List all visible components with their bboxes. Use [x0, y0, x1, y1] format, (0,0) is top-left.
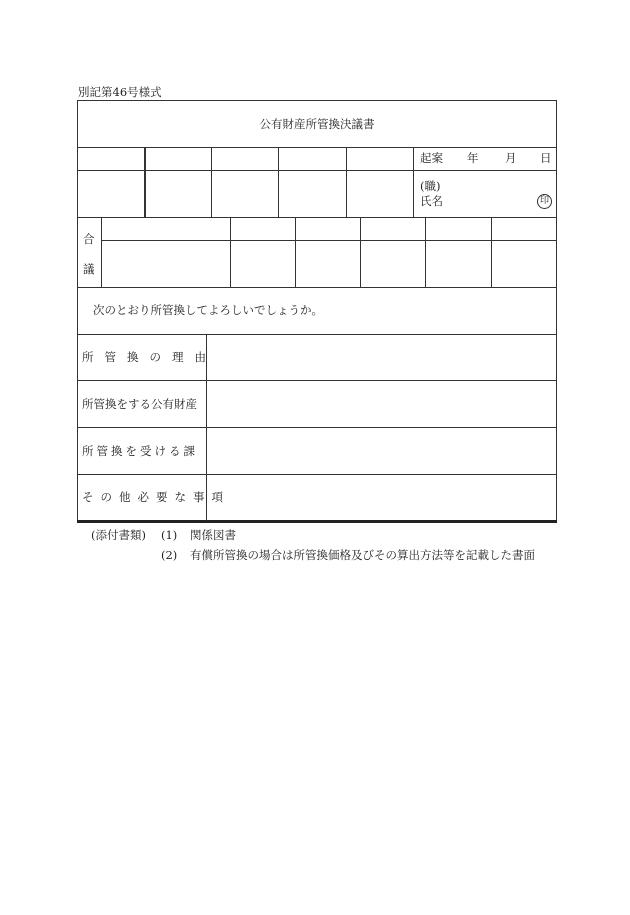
question-text: 次のとおり所管換してよろしいでしょうか。: [93, 303, 323, 317]
row-label-other: その他必要な事項: [82, 490, 230, 504]
consult-char-1: 合: [83, 232, 95, 246]
attachment-1-num: (1): [161, 528, 178, 542]
row-label-reason: 所管換の理由: [82, 350, 217, 364]
attachment-2-text: 有償所管換の場合は所管換価格及びその算出方法等を記載した書面: [190, 548, 535, 562]
form-number: 別記第46号様式: [78, 85, 162, 99]
month-label: 月: [505, 151, 517, 165]
consult-char-2: 議: [83, 262, 95, 276]
name-label: 氏名: [420, 194, 443, 208]
attachments-label: (添付書類): [91, 528, 146, 542]
row-label-receiving-dept: 所管換を受ける課: [82, 444, 198, 458]
form-title: 公有財産所管換決議書: [259, 117, 375, 131]
attachment-1-text: 関係図書: [190, 528, 236, 542]
position-label: (職): [420, 179, 441, 193]
day-label: 日: [540, 151, 552, 165]
draft-label: 起案: [420, 151, 443, 165]
attachment-2-num: (2): [161, 548, 178, 562]
year-label: 年: [467, 151, 479, 165]
seal-mark: 印: [537, 194, 552, 209]
row-label-property: 所管換をする公有財産: [82, 397, 197, 411]
